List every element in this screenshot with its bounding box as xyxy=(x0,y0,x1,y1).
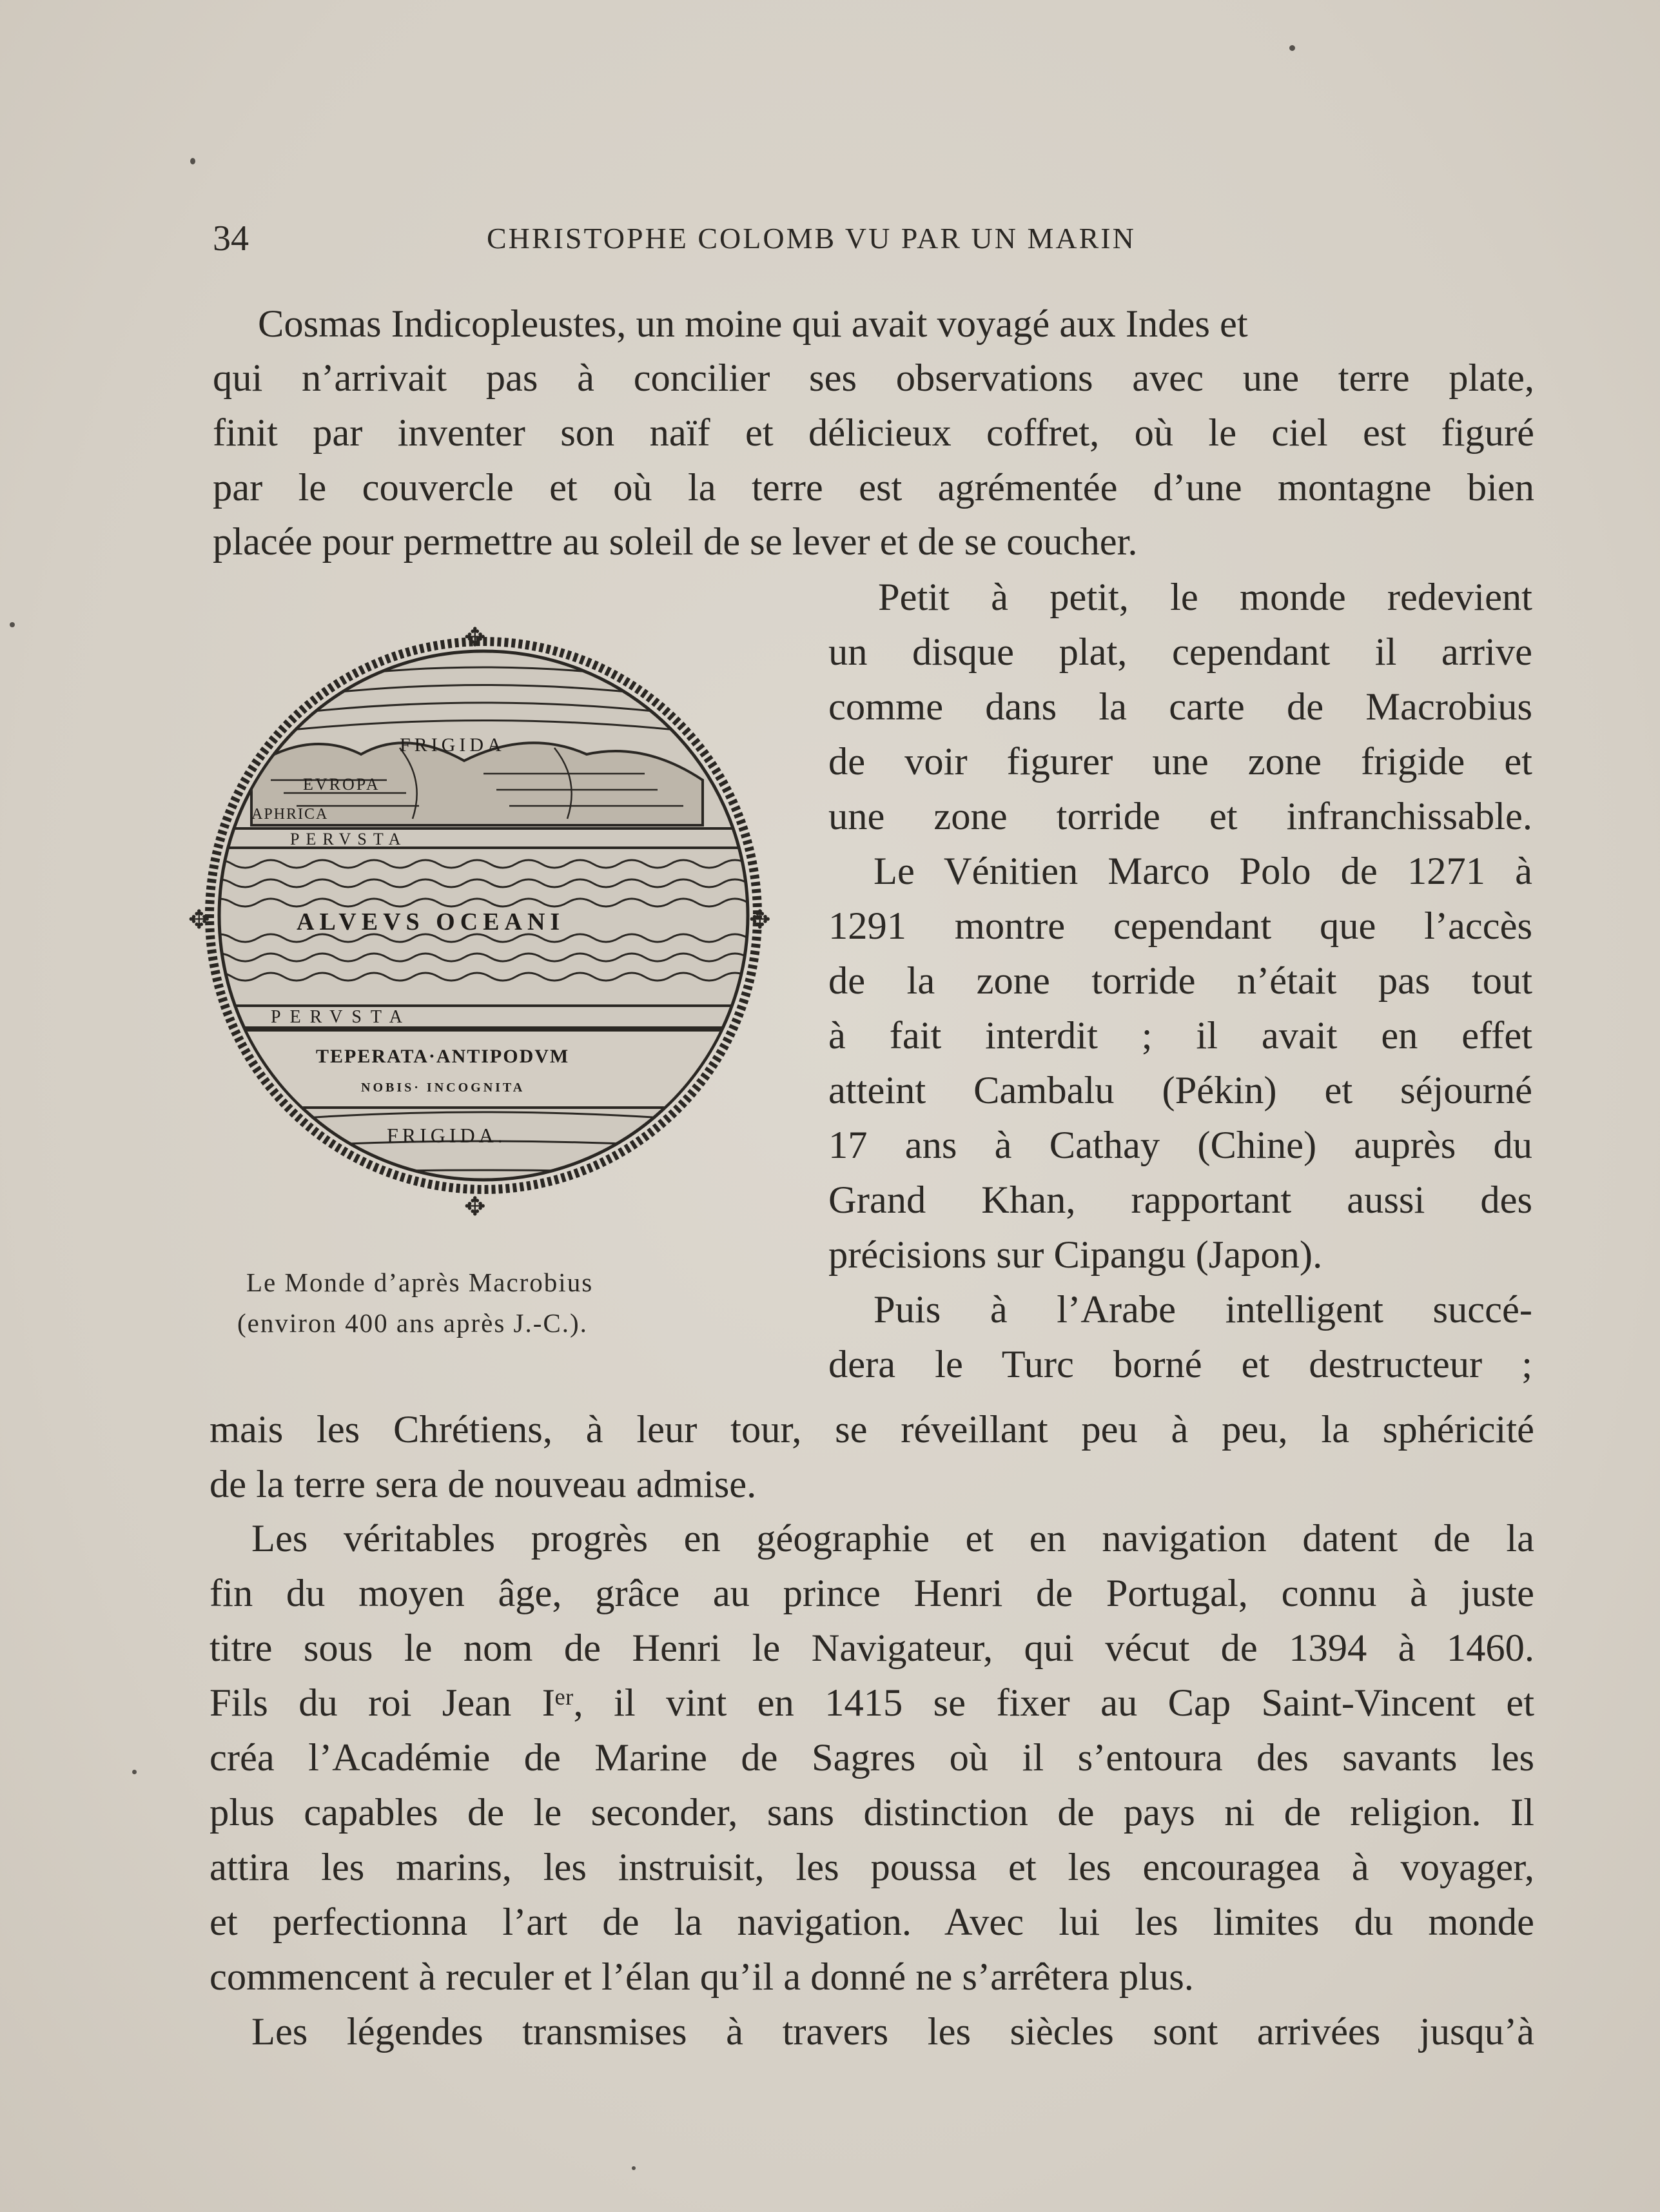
map-label-temperata: TEPERATA·ANTIPODVM xyxy=(316,1046,570,1067)
body-line: une zone torride et infranchissable. xyxy=(828,795,1532,838)
compass-mark-south: ✥ xyxy=(464,1192,486,1222)
body-line: de voir figurer une zone frigide et xyxy=(828,740,1532,783)
macrobius-map-engraving xyxy=(188,623,774,1238)
running-head xyxy=(213,218,1534,263)
body-line: mais les Chrétiens, à leur tour, se réveillant peu à peu, la sphéricité xyxy=(210,1408,1534,1451)
body-line: dera le Turc borné et destructeur ; xyxy=(828,1343,1532,1386)
figure-caption-line-2: (environ 400 ans après J.-C.). xyxy=(237,1308,588,1338)
body-line: finit par inventer son naïf et délicieux coffret, où le ciel est figuré xyxy=(213,411,1534,455)
paper-speck xyxy=(632,2166,636,2170)
body-line: plus capables de le seconder, sans distinction de pays ni de religion. Il xyxy=(210,1791,1534,1834)
map-label-europa: EVROPA xyxy=(303,775,380,794)
compass-mark-west: ✥ xyxy=(188,905,210,935)
body-line: un disque plat, cependant il arrive xyxy=(828,631,1532,674)
body-line: 1291 montre cependant que l’accès xyxy=(828,905,1532,948)
paper-speck xyxy=(190,158,195,164)
body-line: atteint Cambalu (Pékin) et séjourné xyxy=(828,1069,1532,1112)
paper-speck xyxy=(10,622,15,627)
figure-caption-line-1: Le Monde d’après Macrobius xyxy=(246,1267,594,1297)
body-line: précisions sur Cipangu (Japon). xyxy=(828,1233,1323,1277)
body-line: qui n’arrivait pas à concilier ses observations avec une terre plate, xyxy=(213,357,1534,400)
body-line: Les véritables progrès en géographie et en navigation datent de la xyxy=(251,1517,1534,1560)
body-line: Puis à l’Arabe intelligent succé- xyxy=(874,1288,1532,1331)
body-line: Grand Khan, rapportant aussi des xyxy=(828,1179,1532,1222)
body-line: titre sous le nom de Henri le Navigateur, qui vécut de 1394 à 1460. xyxy=(210,1627,1534,1670)
map-label-incognita: NOBIS· INCOGNITA xyxy=(361,1081,525,1095)
body-line: placée pour permettre au soleil de se lever et de se coucher. xyxy=(213,520,1138,563)
paper-speck xyxy=(1289,45,1295,51)
page-number: 34 xyxy=(213,219,249,259)
compass-mark-east: ✥ xyxy=(749,905,771,935)
body-line: Petit à petit, le monde redevient xyxy=(878,576,1532,619)
macrobius-map-figure xyxy=(188,623,774,1238)
running-title: CHRISTOPHE COLOMB VU PAR UN MARIN xyxy=(487,222,1136,255)
paper-speck xyxy=(132,1770,137,1774)
body-line: commencent à reculer et l’élan qu’il a donné ne s’arrêtera plus. xyxy=(210,1955,1194,1999)
body-line: fin du moyen âge, grâce au prince Henri de Portugal, connu à juste xyxy=(210,1572,1534,1615)
body-line: créa l’Académie de Marine de Sagres où il s’entoura des savants les xyxy=(210,1736,1534,1779)
map-label-alveus-oceani: ALVEVS OCEANI xyxy=(297,908,565,935)
map-label-aphrica: APHRICA xyxy=(251,806,329,823)
body-line: comme dans la carte de Macrobius xyxy=(828,685,1532,729)
map-label-perusta-bottom: PERVSTA xyxy=(271,1007,411,1027)
body-line: Les légendes transmises à travers les siècles sont arrivées jusqu’à xyxy=(251,2010,1534,2053)
map-label-frigida-bottom: FRIGIDA. xyxy=(387,1124,507,1147)
body-line: 17 ans à Cathay (Chine) auprès du xyxy=(828,1124,1532,1167)
body-line: Fils du roi Jean Iᵉʳ, il vint en 1415 se fixer au Cap Saint-Vincent et xyxy=(210,1681,1534,1725)
body-line: et perfectionna l’art de la navigation. Avec lui les limites du monde xyxy=(210,1901,1534,1944)
map-label-frigida-top: FRIGIDA xyxy=(400,734,505,756)
body-line: Le Vénitien Marco Polo de 1271 à xyxy=(874,850,1532,893)
compass-mark-north: ✥ xyxy=(464,623,486,652)
body-line: par le couvercle et où la terre est agrémentée d’une montagne bien xyxy=(213,466,1534,509)
body-line: à fait interdit ; il avait en effet xyxy=(828,1014,1532,1057)
body-line: de la terre sera de nouveau admise. xyxy=(210,1463,757,1506)
body-line: Cosmas Indicopleustes, un moine qui avait voyagé aux Indes et xyxy=(258,302,1248,346)
map-label-perusta-top: PERVSTA xyxy=(290,830,407,848)
body-line: de la zone torride n’était pas tout xyxy=(828,959,1532,1003)
body-line: attira les marins, les instruisit, les poussa et les encouragea à voyager, xyxy=(210,1846,1534,1889)
